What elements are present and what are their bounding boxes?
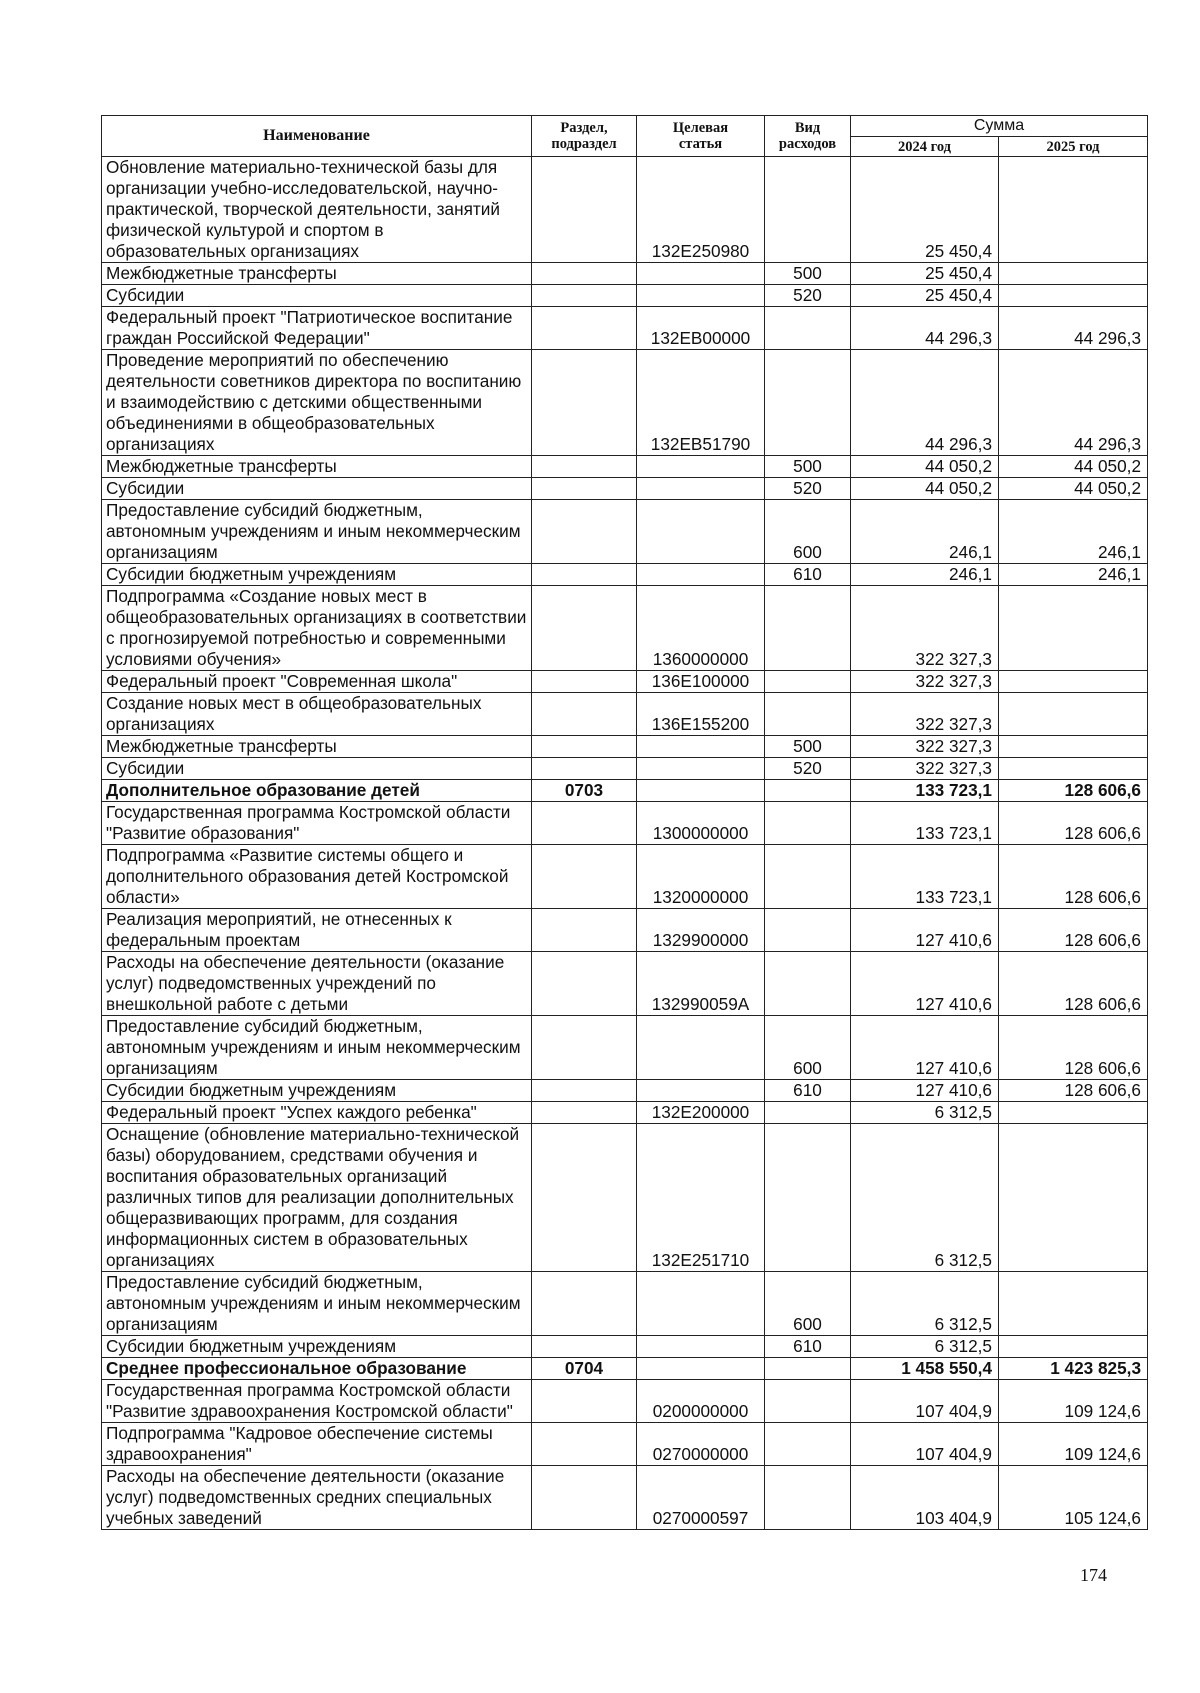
table-row [102,1272,1148,1336]
table-row [102,157,1148,263]
row-expense-type [765,586,851,671]
row-razdel [532,564,637,586]
row-amount-2024: 246,1 [851,500,999,564]
row-amount-2024: 107 404,9 [851,1380,999,1423]
row-razdel: 0704 [532,1358,637,1380]
row-razdel [532,1466,637,1530]
row-name: Создание новых мест в общеобразовательных организациях [102,693,532,736]
row-target-code: 136Е100000 [637,671,765,693]
row-razdel [532,1102,637,1124]
header-sum: Сумма [851,116,1148,137]
row-amount-2025: 109 124,6 [999,1423,1148,1466]
budget-table [101,115,1148,1530]
table-row [102,1080,1148,1102]
row-razdel [532,671,637,693]
row-name: Государственная программа Костромской области "Развитие образования" [102,802,532,845]
row-expense-type [765,693,851,736]
row-target-code: 1329900000 [637,909,765,952]
row-name: Федеральный проект "Современная школа" [102,671,532,693]
row-amount-2024: 133 723,1 [851,802,999,845]
row-amount-2025 [999,671,1148,693]
row-amount-2025: 44 050,2 [999,478,1148,500]
row-amount-2025: 246,1 [999,564,1148,586]
row-amount-2024: 1 458 550,4 [851,1358,999,1380]
row-amount-2025 [999,285,1148,307]
row-amount-2025: 1 423 825,3 [999,1358,1148,1380]
row-target-code: 132Е250980 [637,157,765,263]
row-razdel [532,1336,637,1358]
row-razdel [532,307,637,350]
table-row [102,1466,1148,1530]
row-expense-type [765,845,851,909]
table-row [102,263,1148,285]
table-row [102,952,1148,1016]
row-expense-type [765,802,851,845]
table-row [102,1016,1148,1080]
row-amount-2025 [999,758,1148,780]
row-amount-2025: 246,1 [999,500,1148,564]
table-row [102,456,1148,478]
row-amount-2025 [999,157,1148,263]
row-target-code [637,1272,765,1336]
row-amount-2025: 128 606,6 [999,780,1148,802]
table-row [102,1124,1148,1272]
row-amount-2025 [999,1102,1148,1124]
row-amount-2024: 322 327,3 [851,736,999,758]
header-name: Наименование [102,116,532,157]
row-expense-type: 520 [765,758,851,780]
header-vr-line2: расходов [778,136,837,152]
row-amount-2024: 103 404,9 [851,1466,999,1530]
row-razdel [532,1124,637,1272]
header-cs [637,116,765,157]
row-expense-type [765,1423,851,1466]
row-expense-type [765,157,851,263]
row-amount-2024: 25 450,4 [851,157,999,263]
row-amount-2024: 322 327,3 [851,693,999,736]
table-row [102,1102,1148,1124]
header-razdel-line2: подраздел [551,136,617,152]
row-razdel [532,1016,637,1080]
row-expense-type: 600 [765,500,851,564]
row-amount-2024: 6 312,5 [851,1336,999,1358]
row-name: Подпрограмма «Развитие системы общего и дополнительного образования детей Костромской области» [102,845,532,909]
row-amount-2024: 25 450,4 [851,263,999,285]
row-name: Субсидии бюджетным учреждениям [102,564,532,586]
table-row [102,909,1148,952]
row-expense-type: 520 [765,285,851,307]
table-row [102,693,1148,736]
row-name: Федеральный проект "Успех каждого ребенка" [102,1102,532,1124]
row-amount-2024: 6 312,5 [851,1102,999,1124]
row-amount-2025: 128 606,6 [999,1080,1148,1102]
row-name: Дополнительное образование детей [102,780,532,802]
row-name: Государственная программа Костромской области "Развитие здравоохранения Костромской области" [102,1380,532,1423]
row-expense-type [765,350,851,456]
row-target-code [637,780,765,802]
row-razdel [532,350,637,456]
row-razdel [532,586,637,671]
row-name: Федеральный проект "Патриотическое воспитание граждан Российской Федерации" [102,307,532,350]
row-amount-2024: 127 410,6 [851,909,999,952]
row-target-code [637,1080,765,1102]
row-name: Субсидии бюджетным учреждениям [102,1080,532,1102]
row-name: Расходы на обеспечение деятельности (оказание услуг) подведомственных средних специальных учебных заведений [102,1466,532,1530]
row-target-code: 132990059А [637,952,765,1016]
row-target-code [637,564,765,586]
row-name: Расходы на обеспечение деятельности (оказание услуг) подведомственных учреждений по внешкольной работе с детьми [102,952,532,1016]
row-expense-type [765,909,851,952]
header-row [102,116,1148,137]
row-razdel [532,845,637,909]
row-target-code: 132ЕВ51790 [637,350,765,456]
table-row [102,780,1148,802]
row-amount-2024: 133 723,1 [851,845,999,909]
row-target-code [637,1016,765,1080]
row-amount-2024: 44 050,2 [851,478,999,500]
header-year-2025: 2025 год [999,137,1148,157]
row-amount-2025 [999,1124,1148,1272]
header-razdel-line1: Раздел, [560,120,608,136]
row-razdel [532,693,637,736]
row-amount-2024: 25 450,4 [851,285,999,307]
row-amount-2024: 107 404,9 [851,1423,999,1466]
row-amount-2025 [999,736,1148,758]
row-name: Подпрограмма «Создание новых мест в общеобразовательных организациях в соответствии с прогнозируемой потребностью и современными условиями обучения» [102,586,532,671]
row-amount-2025: 128 606,6 [999,845,1148,909]
row-target-code [637,758,765,780]
row-expense-type [765,1466,851,1530]
row-razdel [532,478,637,500]
row-expense-type [765,1358,851,1380]
row-target-code [637,736,765,758]
row-razdel [532,157,637,263]
row-target-code: 0200000000 [637,1380,765,1423]
row-amount-2025: 128 606,6 [999,909,1148,952]
row-amount-2025: 128 606,6 [999,952,1148,1016]
table-row [102,285,1148,307]
header-cs-line2: статья [678,136,723,152]
row-expense-type [765,1124,851,1272]
row-target-code: 0270000597 [637,1466,765,1530]
row-target-code [637,500,765,564]
row-razdel [532,263,637,285]
table-row [102,564,1148,586]
row-razdel [532,1423,637,1466]
header-cs-line1: Целевая [672,120,729,136]
row-expense-type: 520 [765,478,851,500]
row-expense-type: 500 [765,456,851,478]
row-expense-type: 500 [765,736,851,758]
row-amount-2024: 127 410,6 [851,1016,999,1080]
row-amount-2025: 44 296,3 [999,307,1148,350]
row-amount-2025 [999,693,1148,736]
row-name: Субсидии [102,478,532,500]
row-amount-2024: 322 327,3 [851,758,999,780]
row-name: Межбюджетные трансферты [102,736,532,758]
table-row [102,1336,1148,1358]
row-expense-type: 600 [765,1272,851,1336]
row-name: Субсидии [102,758,532,780]
row-expense-type [765,952,851,1016]
header-razdel [532,116,637,157]
row-razdel [532,758,637,780]
row-expense-type: 600 [765,1016,851,1080]
row-razdel [532,456,637,478]
table-row [102,758,1148,780]
row-name: Предоставление субсидий бюджетным, автономным учреждениям и иным некоммерческим организациям [102,1016,532,1080]
row-expense-type [765,1102,851,1124]
row-name: Межбюджетные трансферты [102,456,532,478]
row-amount-2025 [999,586,1148,671]
page-number: 174 [1080,1565,1107,1585]
table-body [102,157,1148,1530]
row-amount-2024: 133 723,1 [851,780,999,802]
header-vr-line1: Вид [794,120,821,136]
row-name: Оснащение (обновление материально-технической базы) оборудованием, средствами обучения и воспитания образовательных организаций различных типов для реализации дополнительных общеразвивающих программ, для создания информационных систем в образовательных организациях [102,1124,532,1272]
row-amount-2024: 246,1 [851,564,999,586]
row-razdel [532,802,637,845]
row-amount-2025: 128 606,6 [999,1016,1148,1080]
row-target-code [637,456,765,478]
row-razdel [532,285,637,307]
row-target-code: 132Е200000 [637,1102,765,1124]
table-row [102,736,1148,758]
row-name: Субсидии [102,285,532,307]
row-expense-type [765,307,851,350]
row-amount-2025 [999,1336,1148,1358]
row-razdel [532,909,637,952]
row-amount-2025: 105 124,6 [999,1466,1148,1530]
row-name: Межбюджетные трансферты [102,263,532,285]
row-target-code: 1300000000 [637,802,765,845]
row-amount-2024: 6 312,5 [851,1272,999,1336]
table-row [102,478,1148,500]
row-name: Подпрограмма "Кадровое обеспечение системы здравоохранения" [102,1423,532,1466]
row-expense-type [765,780,851,802]
table-row [102,586,1148,671]
row-name: Проведение мероприятий по обеспечению деятельности советников директора по воспитанию и взаимодействию с детскими общественными объединениями в общеобразовательных организациях [102,350,532,456]
row-expense-type: 610 [765,564,851,586]
row-expense-type: 610 [765,1080,851,1102]
header-year-2024: 2024 год [851,137,999,157]
row-target-code: 136Е155200 [637,693,765,736]
row-name: Реализация мероприятий, не отнесенных к федеральным проектам [102,909,532,952]
row-amount-2024: 6 312,5 [851,1124,999,1272]
row-target-code [637,263,765,285]
row-razdel [532,952,637,1016]
row-expense-type: 500 [765,263,851,285]
row-name: Предоставление субсидий бюджетным, автономным учреждениям и иным некоммерческим организациям [102,1272,532,1336]
row-expense-type: 610 [765,1336,851,1358]
row-amount-2024: 44 296,3 [851,307,999,350]
table-row [102,350,1148,456]
row-name: Обновление материально-технической базы для организации учебно-исследовательской, научно-практической, творческой деятельности, занятий физической культурой и спортом в образовательных организациях [102,157,532,263]
row-amount-2024: 44 296,3 [851,350,999,456]
row-amount-2024: 127 410,6 [851,952,999,1016]
row-expense-type [765,671,851,693]
row-amount-2024: 127 410,6 [851,1080,999,1102]
row-amount-2025: 109 124,6 [999,1380,1148,1423]
row-amount-2024: 322 327,3 [851,586,999,671]
table-row [102,1358,1148,1380]
row-razdel [532,1080,637,1102]
row-razdel [532,1380,637,1423]
row-razdel [532,1272,637,1336]
table-row [102,307,1148,350]
row-target-code: 1360000000 [637,586,765,671]
row-target-code: 0270000000 [637,1423,765,1466]
row-razdel [532,736,637,758]
row-amount-2025 [999,1272,1148,1336]
row-amount-2024: 44 050,2 [851,456,999,478]
row-amount-2025: 44 296,3 [999,350,1148,456]
table-row [102,1423,1148,1466]
row-name: Предоставление субсидий бюджетным, автономным учреждениям и иным некоммерческим организациям [102,500,532,564]
row-name: Субсидии бюджетным учреждениям [102,1336,532,1358]
row-target-code: 132ЕВ00000 [637,307,765,350]
header-vr [765,116,851,157]
row-target-code: 1320000000 [637,845,765,909]
table-row [102,671,1148,693]
row-expense-type [765,1380,851,1423]
row-target-code [637,285,765,307]
row-target-code: 132Е251710 [637,1124,765,1272]
table-row [102,1380,1148,1423]
row-target-code [637,478,765,500]
table-row [102,500,1148,564]
table-row [102,802,1148,845]
row-target-code [637,1358,765,1380]
row-razdel: 0703 [532,780,637,802]
table-row [102,845,1148,909]
row-amount-2025 [999,263,1148,285]
row-razdel [532,500,637,564]
row-amount-2025: 128 606,6 [999,802,1148,845]
row-target-code [637,1336,765,1358]
row-name: Среднее профессиональное образование [102,1358,532,1380]
row-amount-2025: 44 050,2 [999,456,1148,478]
row-amount-2024: 322 327,3 [851,671,999,693]
